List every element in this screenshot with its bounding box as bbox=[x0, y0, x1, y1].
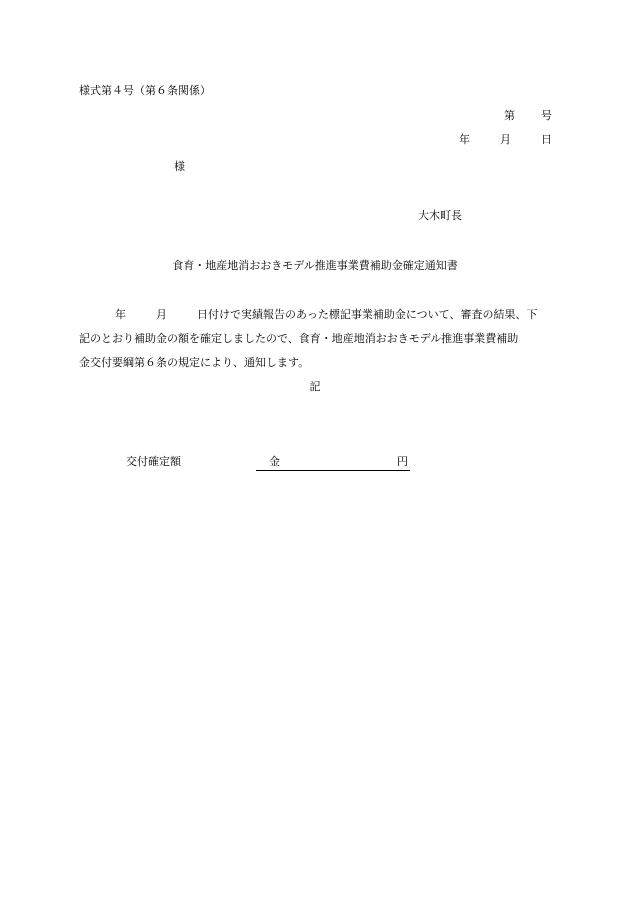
date-day-label: 日 bbox=[541, 133, 552, 146]
body-month-label: 月 bbox=[156, 308, 167, 321]
date-month-label: 月 bbox=[500, 133, 511, 146]
issuer-name: 大木町長 bbox=[418, 209, 462, 222]
amount-field bbox=[256, 455, 410, 471]
document-number-dai: 第 bbox=[504, 109, 515, 122]
amount-row bbox=[126, 455, 181, 469]
addressee-honorific: 様 bbox=[174, 160, 185, 173]
body-line-3: 金交付要綱第６条の規定により、通知します。 bbox=[79, 356, 310, 369]
notice-body bbox=[79, 303, 551, 375]
form-number: 様式第４号（第６条関係） bbox=[79, 84, 211, 97]
body-year-label: 年 bbox=[115, 308, 126, 321]
document-title: 食育・地産地消おおきモデル推進事業費補助金確定通知書 bbox=[172, 259, 458, 272]
body-line-2: 記のとおり補助金の額を確定しましたので、食育・地産地消おおきモデル推進事業費補助 bbox=[79, 332, 519, 345]
body-line-1-text: 日付けで実績報告のあった標記事業補助金について、審査の結果、下 bbox=[197, 308, 538, 321]
document-date bbox=[459, 133, 552, 147]
document-number bbox=[504, 109, 552, 123]
body-line-1 bbox=[79, 303, 551, 327]
amount-prefix: 金 bbox=[269, 455, 280, 468]
ki-heading: 記 bbox=[309, 380, 321, 393]
amount-suffix: 円 bbox=[397, 455, 408, 468]
document-number-go: 号 bbox=[541, 109, 552, 122]
amount-label: 交付確定額 bbox=[126, 455, 181, 468]
date-year-label: 年 bbox=[459, 133, 470, 146]
